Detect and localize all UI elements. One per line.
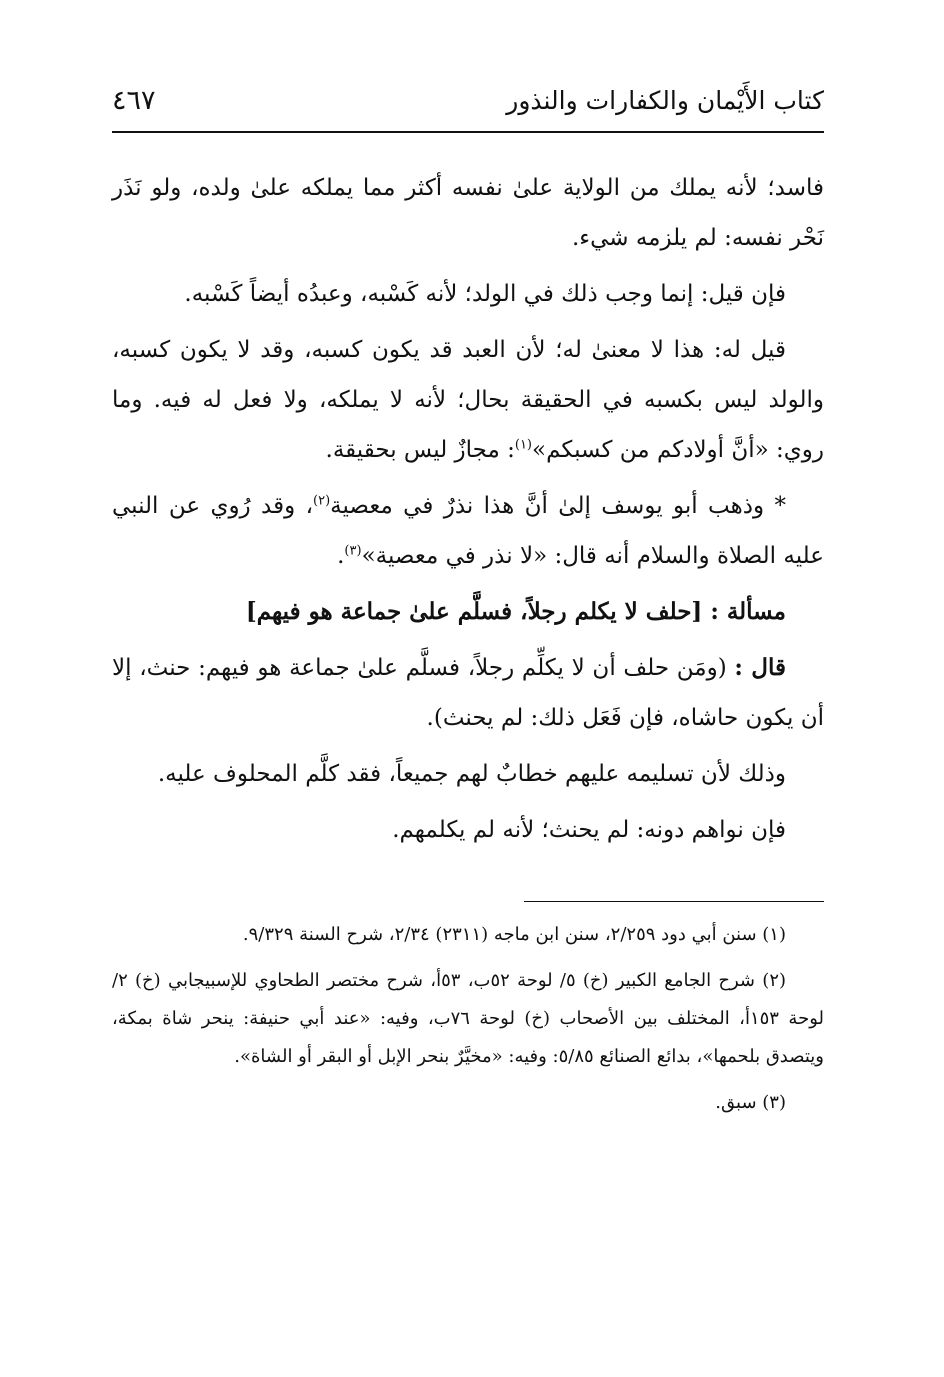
paragraph-5-text: (ومَن حلف أن لا يكلِّم رجلاً، فسلَّم علىٰ جماعة هو فيهم: حنث، إلا أن يكون حاشاه، فإن فَعَل ذلك: لم يحنث). bbox=[112, 655, 824, 731]
footnote-ref-1[interactable]: (١) bbox=[514, 437, 532, 453]
section-heading: مسألة : [حلف لا يكلم رجلاً، فسلَّم علىٰ جماعة هو فيهم] bbox=[245, 598, 786, 625]
footnote-rule bbox=[524, 901, 824, 902]
header-rule bbox=[112, 131, 824, 133]
footnote-ref-3[interactable]: (٣) bbox=[344, 543, 362, 559]
footnote-2: (٢) شرح الجامع الكبير (خ) ٥/ لوحة ٥٢ب، ٥٣أ، شرح مختصر الطحاوي للإسبيجابي (خ) ٢/ لوحة ١٥٣أ، المختلف بين الأصحاب (خ) لوحة ٧٦ب، وفيه: «عند أبي حنيفة: ينحر شاة بمكة، ويتصدق بلحمها»، بدائع الصنائع ٥/٨٥: وفيه: «مخيَّرٌ بنحر الإبل أو البقر أو الشاة». bbox=[112, 970, 824, 1067]
paragraph-2: فإن قيل: إنما وجب ذلك في الولد؛ لأنه كَسْبه، وعبدُه أيضاً كَسْبه. bbox=[184, 281, 786, 307]
paragraph-1: فاسد؛ لأنه يملك من الولاية علىٰ نفسه أكثر مما يملكه علىٰ ولده، ولو نَذَر نَحْر نفسه: لم يلزمه شيء. bbox=[112, 175, 824, 251]
paragraph-6: وذلك لأن تسليمه عليهم خطابٌ لهم جميعاً، فقد كلَّم المحلوف عليه. bbox=[157, 761, 786, 787]
paragraph-3 bbox=[112, 325, 824, 475]
paragraph-3-text-a: قيل له: هذا لا معنىٰ له؛ لأن العبد قد يكون كسبه، وقد لا يكون كسبه، والولد ليس بكسبه في الحقيقة بحال؛ لأنه لا يملكه، ولا فعل له فيه. وما روي: «أنَّ أولادكم من كسبكم» bbox=[112, 337, 824, 463]
footnote-1: (١) سنن أبي دود ٢/٢٥٩، سنن ابن ماجه (٢٣١١) ٢/٣٤، شرح السنة ٩/٣٢٩. bbox=[242, 924, 786, 945]
paragraph-4 bbox=[112, 481, 824, 581]
paragraph-4-text-a: * وذهب أبو يوسف إلىٰ أنَّ هذا نذرٌ في معصية bbox=[330, 493, 786, 519]
paragraph-7: فإن نواهم دونه: لم يحنث؛ لأنه لم يكلمهم. bbox=[392, 817, 786, 843]
main-text bbox=[112, 163, 824, 855]
paragraph-5-label: قال : bbox=[734, 654, 786, 681]
paragraph-4-text-b: ، وقد رُوي عن النبي عليه الصلاة والسلام أنه قال: «لا نذر في معصية» bbox=[112, 493, 824, 569]
footnotes bbox=[112, 916, 824, 1122]
paragraph-3-text-b: : مجازٌ ليس بحقيقة. bbox=[325, 437, 515, 463]
running-header bbox=[112, 85, 824, 127]
footnote-ref-2[interactable]: (٢) bbox=[313, 493, 331, 509]
book-page bbox=[112, 85, 824, 1130]
footnote-3: (٣) سبق. bbox=[715, 1092, 786, 1113]
paragraph-5 bbox=[112, 643, 824, 743]
paragraph-4-text-c: . bbox=[337, 543, 345, 569]
running-title: كتاب الأَيْمان والكفارات والنذور bbox=[506, 86, 824, 115]
page-number: ٤٦٧ bbox=[112, 85, 156, 116]
